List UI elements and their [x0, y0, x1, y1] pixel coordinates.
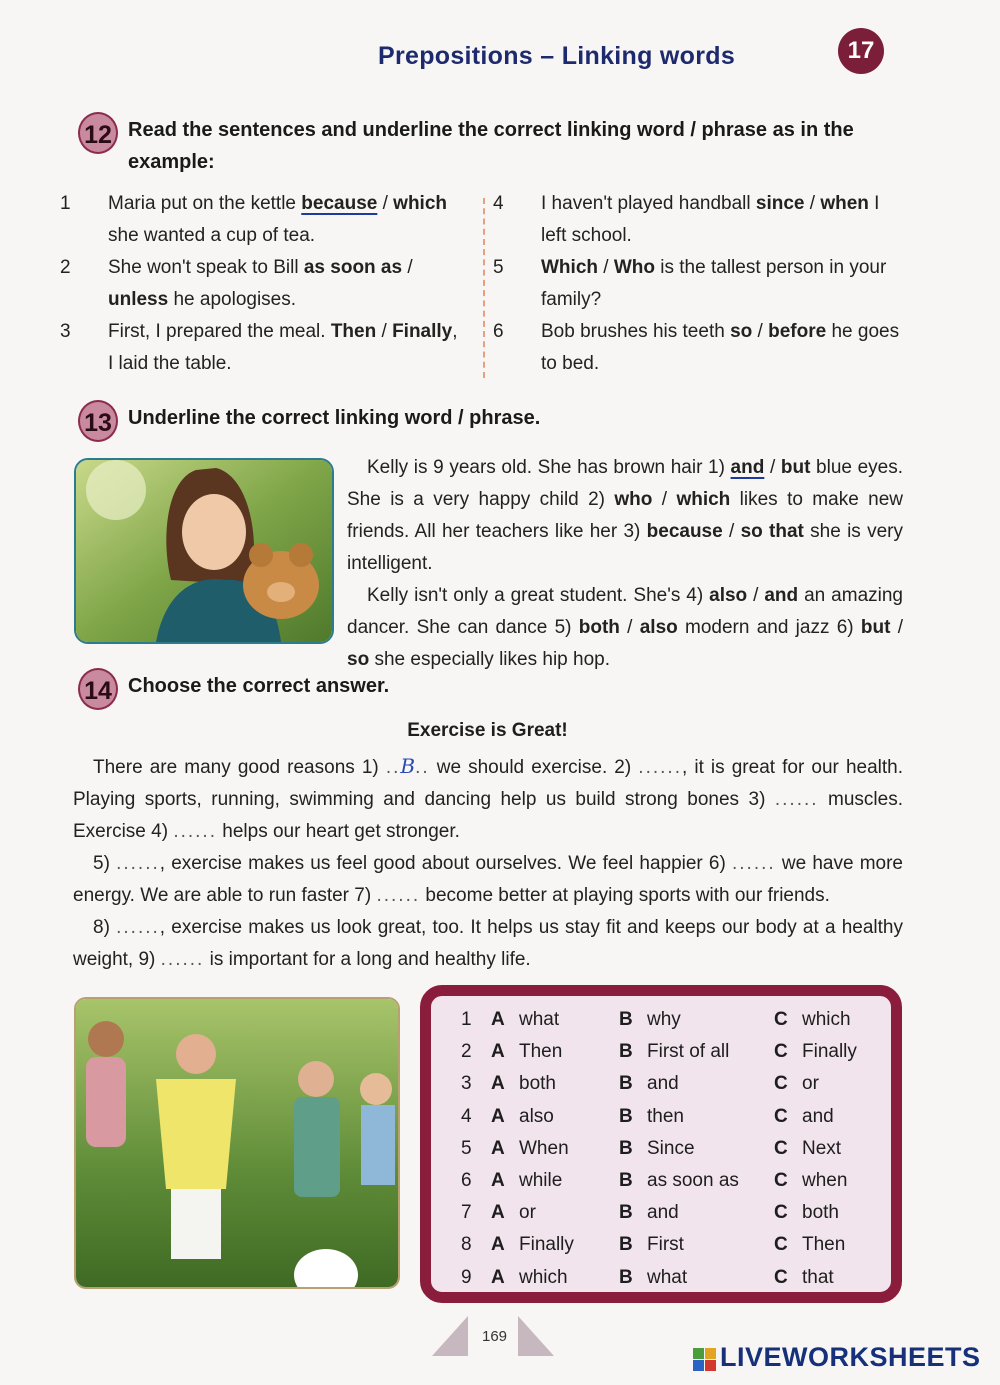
gap5-option-also[interactable]: also	[639, 617, 678, 638]
gap6-option-so[interactable]: so	[347, 649, 370, 670]
option-then[interactable]: Then	[330, 321, 377, 342]
exercise-12-right-column	[493, 188, 902, 380]
option-c[interactable]: Finally	[802, 1041, 857, 1063]
exercise-13-instruction: Underline the correct linking word / phrase.	[128, 407, 541, 429]
option-when[interactable]: when	[820, 193, 869, 214]
gap4-option-and[interactable]: and	[764, 585, 799, 606]
story-paragraph-3: 8) ......, exercise makes us look great, too. It helps us stay fit and keeps our body at a healthy weight, 9) ...... is important for a long and healthy life.	[73, 917, 903, 970]
exercise-14-instruction: Choose the correct answer.	[128, 675, 390, 697]
option-number: 4	[461, 1105, 472, 1127]
option-number: 5	[461, 1137, 472, 1159]
option-before[interactable]: before	[768, 321, 827, 342]
option-letter-c: C	[774, 1073, 788, 1095]
sentence-4: 4 I haven't played handball since / when I left school.	[493, 193, 880, 246]
gap2-option-which[interactable]: which	[676, 489, 731, 510]
option-letter-b: B	[619, 1073, 633, 1095]
option-c[interactable]: both	[802, 1202, 839, 1224]
exercise-13-badge: 13	[78, 400, 118, 442]
option-b[interactable]: and	[647, 1073, 679, 1095]
option-number: 2	[461, 1041, 472, 1063]
sentence-1: 1 Maria put on the kettle because / which she wanted a cup of tea.	[60, 193, 448, 246]
option-letter-c: C	[774, 1234, 788, 1256]
option-a[interactable]: while	[519, 1170, 563, 1191]
exercise-12-left-column	[60, 188, 464, 380]
option-a[interactable]: Finally	[519, 1234, 574, 1256]
option-b[interactable]: First of all	[647, 1041, 730, 1063]
option-number: 6	[461, 1170, 472, 1191]
option-a[interactable]: which	[519, 1266, 568, 1288]
children-running-photo	[74, 997, 400, 1289]
option-as-soon-as[interactable]: as soon as	[303, 257, 403, 278]
passage-paragraph-1: Kelly is 9 years old. She has brown hair 1) and / but blue eyes. She is a very happy child 2) who / which likes to make new friends. All her teachers like her 3) because / so that she is very intelligent.	[347, 457, 903, 574]
option-a[interactable]: what	[519, 1009, 560, 1030]
answer-5-gap[interactable]: ......	[116, 853, 160, 874]
column-divider	[483, 198, 485, 378]
story-paragraph-2: 5) ......, exercise makes us feel good about ourselves. We feel happier 6) ...... we have more energy. We are able to run faster 7) ...... become better at playing sports with our friends.	[73, 853, 903, 906]
option-b[interactable]: then	[647, 1105, 684, 1127]
option-a[interactable]: Then	[519, 1041, 563, 1063]
gap3-option-because[interactable]: because	[646, 521, 723, 542]
option-so[interactable]: so	[730, 321, 753, 342]
answer-8-gap[interactable]: ......	[116, 917, 160, 938]
children-running-illustration	[76, 999, 398, 1287]
option-letter-a: A	[491, 1234, 505, 1256]
gap6-option-but[interactable]: but	[860, 617, 891, 638]
option-letter-c: C	[774, 1170, 788, 1191]
option-letter-c: C	[774, 1202, 788, 1224]
exercise-12-instruction: Read the sentences and underline the correct linking word / phrase as in the example:	[128, 119, 854, 173]
option-letter-a: A	[491, 1105, 505, 1127]
option-a[interactable]: When	[519, 1137, 569, 1159]
exercise-14-passage	[73, 750, 903, 976]
option-which-5[interactable]: Which	[541, 257, 598, 278]
answer-2-gap[interactable]: ......	[638, 757, 682, 778]
gap4-option-also[interactable]: also	[709, 585, 748, 606]
option-c[interactable]: Then	[802, 1234, 846, 1256]
option-b[interactable]: why	[647, 1009, 681, 1030]
sentence-2: 2 She won't speak to Bill as soon as / unless he apologises.	[60, 257, 413, 310]
option-c[interactable]: which	[802, 1009, 851, 1030]
answer-6-gap[interactable]: ......	[732, 853, 776, 874]
option-a[interactable]: also	[519, 1105, 554, 1127]
option-letter-a: A	[491, 1170, 505, 1191]
option-letter-b: B	[619, 1041, 633, 1063]
option-letter-b: B	[619, 1137, 633, 1159]
option-who[interactable]: Who	[613, 257, 655, 278]
exercise-12-badge: 12	[78, 112, 118, 154]
option-letter-a: A	[491, 1202, 505, 1224]
unit-badge: 17	[838, 28, 884, 74]
answer-options-box	[420, 985, 902, 1303]
option-letter-a: A	[491, 1266, 505, 1288]
answer-7-gap[interactable]: ......	[376, 885, 421, 906]
exercise-13-passage	[347, 452, 903, 676]
option-letter-c: C	[774, 1009, 788, 1030]
liveworksheets-logo-icon	[693, 1348, 717, 1377]
option-letter-c: C	[774, 1266, 788, 1288]
option-a[interactable]: or	[519, 1202, 536, 1224]
answer-9-gap[interactable]: ......	[160, 949, 205, 970]
option-because[interactable]: because	[301, 193, 378, 214]
option-number: 1	[461, 1009, 472, 1030]
passage-paragraph-2: Kelly isn't only a great student. She's 4) also / and an amazing dancer. She can dance 5) both / also modern and jazz 6) but / so she especially likes hip hop.	[347, 585, 903, 670]
option-unless[interactable]: unless	[108, 289, 169, 310]
option-b[interactable]: Since	[647, 1137, 695, 1159]
option-c[interactable]: Next	[802, 1137, 842, 1159]
sentence-6: 6 Bob brushes his teeth so / before he goes to bed.	[493, 321, 900, 374]
gap5-option-both[interactable]: both	[578, 617, 620, 638]
option-letter-c: C	[774, 1105, 788, 1127]
option-letter-a: A	[491, 1137, 505, 1159]
option-letter-c: C	[774, 1137, 788, 1159]
option-letter-b: B	[619, 1234, 633, 1256]
option-number: 9	[461, 1266, 472, 1288]
option-letter-b: B	[619, 1170, 633, 1191]
page-title: Prepositions – Linking words	[378, 42, 736, 70]
option-c[interactable]: when	[802, 1170, 848, 1191]
answer-1-input[interactable]: B	[400, 754, 416, 778]
option-number: 7	[461, 1202, 472, 1224]
gap3-option-so-that[interactable]: so that	[740, 521, 804, 542]
option-a[interactable]: both	[519, 1073, 556, 1095]
gap1-option-and[interactable]: and	[730, 457, 765, 478]
option-b[interactable]: as soon as	[647, 1170, 739, 1191]
gap2-option-who[interactable]: who	[614, 489, 653, 510]
option-letter-c: C	[774, 1041, 788, 1063]
option-letter-b: B	[619, 1266, 633, 1288]
option-c[interactable]: that	[802, 1266, 834, 1288]
option-letter-a: A	[491, 1009, 505, 1030]
sentence-3: 3 First, I prepared the meal. Then / Finally, I laid the table.	[60, 321, 458, 374]
option-b[interactable]: First	[647, 1234, 684, 1256]
answer-3-gap[interactable]: ......	[774, 789, 819, 810]
story-paragraph-1: There are many good reasons 1) ..B.. we should exercise. 2) ......, it is great for our health. Playing sports, running, swimming and dancing help us build strong bones 3) ...... muscles. Exercise 4) ...... helps our heart get stronger.	[73, 754, 903, 842]
option-which[interactable]: which	[393, 193, 448, 214]
option-b[interactable]: what	[647, 1266, 688, 1288]
liveworksheets-logo[interactable]: LIVEWORKSHEETS	[720, 1342, 981, 1372]
option-number: 3	[461, 1073, 472, 1095]
option-c[interactable]: or	[802, 1073, 819, 1095]
option-since[interactable]: since	[755, 193, 805, 214]
gap1-option-but[interactable]: but	[780, 457, 811, 478]
story-title: Exercise is Great!	[407, 720, 568, 741]
option-letter-b: B	[619, 1202, 633, 1224]
option-b[interactable]: and	[647, 1202, 679, 1224]
answer-4-gap[interactable]: ......	[173, 821, 217, 842]
girl-with-teddy-illustration	[76, 460, 332, 642]
option-number: 8	[461, 1234, 472, 1256]
option-c[interactable]: and	[802, 1105, 834, 1127]
exercise-14-badge: 14	[78, 668, 118, 710]
girl-with-teddy-photo	[74, 458, 334, 644]
option-letter-a: A	[491, 1073, 505, 1095]
option-letter-a: A	[491, 1041, 505, 1063]
sentence-5: 5 Which / Who is the tallest person in your family?	[493, 257, 887, 310]
page-number: 169	[482, 1328, 508, 1345]
option-letter-b: B	[619, 1105, 633, 1127]
option-finally[interactable]: Finally	[392, 321, 453, 342]
option-letter-b: B	[619, 1009, 633, 1030]
